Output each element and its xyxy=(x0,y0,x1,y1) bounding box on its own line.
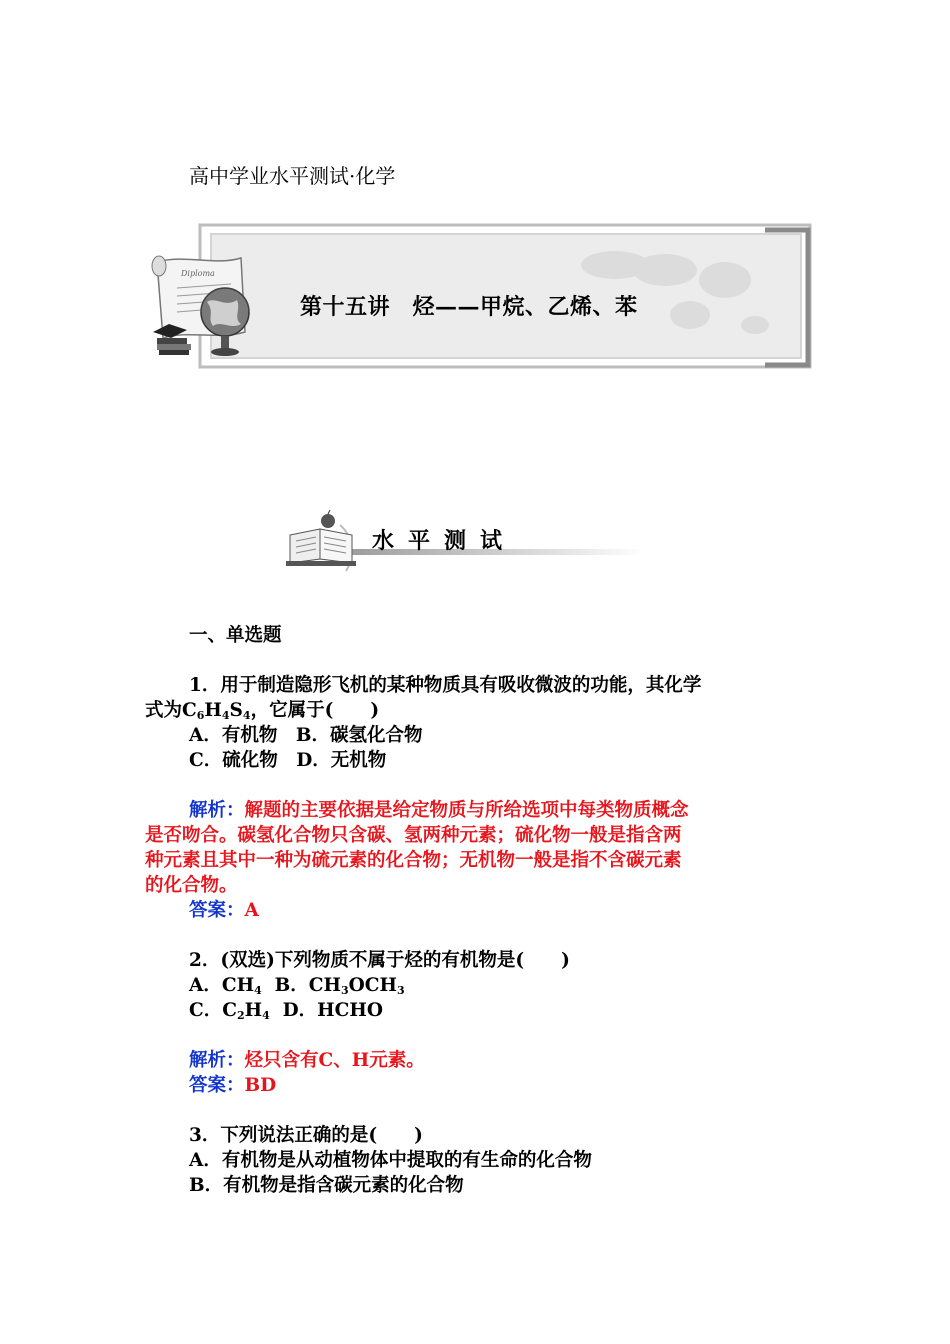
page-header: 高中学业水平测试·化学 xyxy=(189,164,396,188)
q2-options-cd: C．$C_2H_4$ D．HCHO xyxy=(189,1000,383,1022)
q2-stem: 2．(双选)下列物质不属于烃的有机物是( ) xyxy=(189,950,570,971)
q1-options-ab: A．有机物 B．碳氢化合物 xyxy=(189,725,423,746)
q1-stem-line1: 1．用于制造隐形飞机的某种物质具有吸收微波的功能，其化学 xyxy=(189,675,702,696)
open-book-icon xyxy=(286,529,356,566)
q1-analysis-line1: 解析：解题的主要依据是给定物质与所给选项中每类物质概念 xyxy=(189,800,689,821)
diploma-label: Diploma xyxy=(181,269,215,278)
q2-answer: 答案：BD xyxy=(189,1075,277,1096)
q1-stem-line2: 式为$C_6H_4S_4$，它属于( ) xyxy=(145,700,380,722)
q3-option-b: B．有机物是指含碳元素的化合物 xyxy=(189,1175,464,1196)
question-block xyxy=(145,623,815,1198)
q3-option-a: A．有机物是从动植物体中提取的有生命的化合物 xyxy=(189,1150,592,1171)
chapter-title: 第十五讲 烃——甲烷、乙烯、苯 xyxy=(300,294,638,320)
q1-analysis-line2: 是否吻合。碳氢化合物只含碳、氢两种元素；硫化物一般是指含两 xyxy=(145,825,682,846)
q1-options-cd: C．硫化物 D．无机物 xyxy=(189,750,387,771)
q2-analysis: 解析：烃只含有C、H元素。 xyxy=(189,1050,425,1071)
section-heading: 一、单选题 xyxy=(189,625,282,646)
section-badge-text: 水平测试 xyxy=(372,528,517,554)
apple-icon xyxy=(321,510,335,528)
q2-options-ab: A．$CH_4$ B．$CH_3OCH_3$ xyxy=(189,975,405,997)
q1-analysis-line4: 的化合物。 xyxy=(145,875,238,896)
q3-stem: 3．下列说法正确的是( ) xyxy=(189,1125,423,1146)
q1-answer: 答案：A xyxy=(189,900,259,921)
q1-analysis-line3: 种元素且其中一种为硫元素的化合物；无机物一般是指不含碳元素 xyxy=(145,850,682,871)
